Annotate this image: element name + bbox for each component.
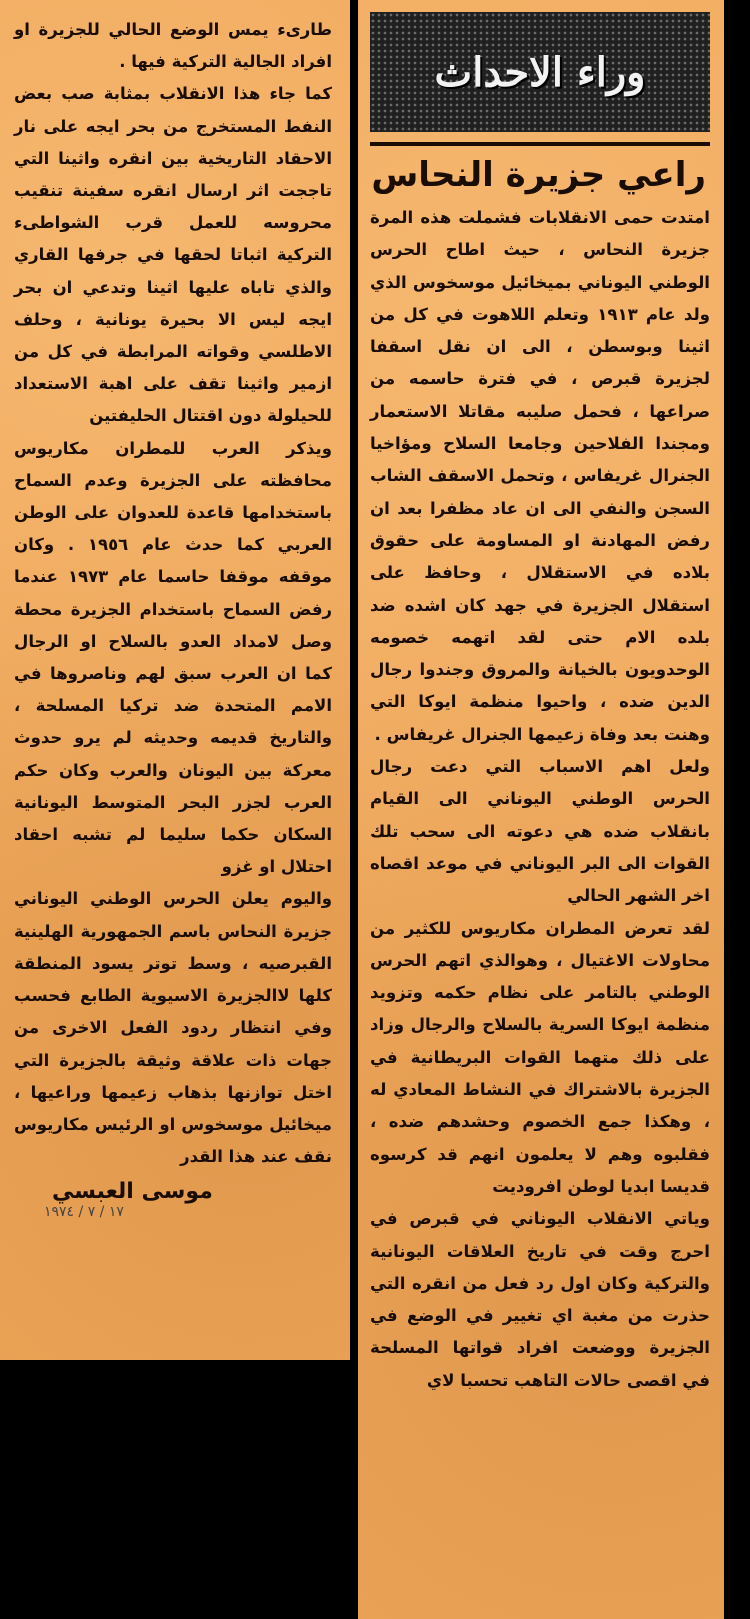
article-paragraph: واليوم يعلن الحرس الوطني اليوناني جزيرة النحاس باسم الجمهورية الهلينية القبرصيه ، وسط توتر يسود المنطقة كلها لاالجزيرة الاسيوية الطابع فحسب وفي انتظار ردود الفعل الاخرى من جهات ذات علاقة وثيقة بالجزيرة التي اختل توازنها بذهاب زعيمها وراعيها ، ميخائيل موسخوس او الرئيس مكاريوس نقف عند هذا القدر (14, 889, 332, 1167)
column-banner (370, 12, 710, 132)
article-paragraph: طارىء يمس الوضع الحالي للجزيرة او افراد الجالية التركية فيها . (14, 20, 332, 72)
article-paragraph: امتدت حمى الانقلابات فشملت هذه المرة جزيرة النحاس ، حيث اطاح الحرس الوطني اليوناني بميخائيل موسخوس الذي ولد عام ١٩١٣ وتعلم اللاهوت في كل من اثينا وبوسطن ، الى ان نقل اسقفا لجزيرة قبرص ، في فترة حاسمه من صراعها ، فحمل صليبه مقاتلا الاستعمار ومجندا الفلاحين وجامعا السلاح ومؤاخيا الجنرال غريفاس ، وتحمل الاسقف الشاب السجن والنفي الى ان عاد مظفرا بعد ان رفض المهادنة او المساومة على حقوق بلاده في الاستقلال ، وحافظ على استقلال الجزيرة في جهد كان اشده ضد بلده الام حتى لقد اتهمه خصومه الوحدويون بالخيانة والمروق وجندوا رجال الدين ضده ، واحيوا منظمة ايوكا التي وهنت بعد وفاة زعيمها الجنرال غريفاس . (370, 208, 710, 744)
column-banner-title: وراء الاحداث (434, 48, 646, 96)
right-article-body (370, 202, 710, 1397)
article-paragraph: لقد تعرض المطران مكاريوس للكثير من محاولات الاغتيال ، وهوالذي اتهم الحرس الوطني بالتامر على نظام حكمه وتزويد منظمة ايوكا السرية بالسلاح والرجال وزاد على ذلك متهما القوات البريطانية في الجزيرة بالاشتراك في النشاط المعادي له ، وهكذا جمع الخصوم وحشدهم ضده ، فقلبوه وهم لا يعلمون انهم قد كرسوه قديسا ابديا لوطن افروديت (370, 918, 710, 1196)
article-paragraph: كما جاء هذا الانقلاب بمثابة صب بعض النفط المستخرج من بحر ايجه على نار الاحقاد التاريخية بين انقره واثينا التي تاججت اثر ارسال انقره سفينة تنقيب محروسه للعمل قرب الشواطىء التركية اثباتا لحقها في جرفها القاري والذي تاباه عليها اثينا وتدعي ان بحر ايجه ليس الا بحيرة يونانية ، وحلف الاطلسي وقواته المرابطة في كل من ازمير واثينا تقف على اهبة الاستعداد للحيلولة دون اقتتال الحليفتين (14, 84, 332, 426)
author-signature: موسى العبسي (52, 1179, 213, 1205)
article-paragraph: ولعل اهم الاسباب التي دعت رجال الحرس الوطني اليوناني الى القيام بانقلاب ضده هي دعوته الى سحب تلك القوات الى البر اليوناني في موعد اقصاه اخر الشهر الحالي (370, 757, 710, 906)
right-column-clipping (358, 0, 724, 1619)
article-paragraph: وياتي الانقلاب اليوناني في قبرص في احرج وقت في تاريخ العلاقات اليونانية والتركية وكان اول رد فعل من انقره التي حذرت من مغبة اي تغيير في الوضع في الجزيرة ووضعت افراد قواتها المسلحة في اقصى حالات التاهب تحسبا لاي (370, 1209, 710, 1390)
article-headline: راعي جزيرة النحاس (371, 155, 706, 195)
handwritten-date: ١٧ / ٧ / ١٩٧٤ (44, 1204, 124, 1221)
left-column-clipping (0, 0, 350, 1360)
headline-rule (370, 142, 710, 146)
article-paragraph: ويذكر العرب للمطران مكاريوس محافظته على الجزيرة وعدم السماح باستخدامها قاعدة للعدوان على الوطن العربي كما حدث عام ١٩٥٦ . وكان موقفه موقفا حاسما عام ١٩٧٣ عندما رفض السماح باستخدام الجزيرة محطة وصل لامداد العدو بالسلاح او الرجال كما ان العرب سبق لهم وناصروها في الامم المتحدة ضد تركيا المسلحة ، والتاريخ قديمه وحديثه لم يرو حدوث معركة بين اليونان والعرب وكان حكم العرب لجزر البحر المتوسط اليونانية السكان حكما سليما لم تشبه احقاد احتلال او غزو (14, 438, 332, 877)
left-article-body (14, 14, 332, 1173)
